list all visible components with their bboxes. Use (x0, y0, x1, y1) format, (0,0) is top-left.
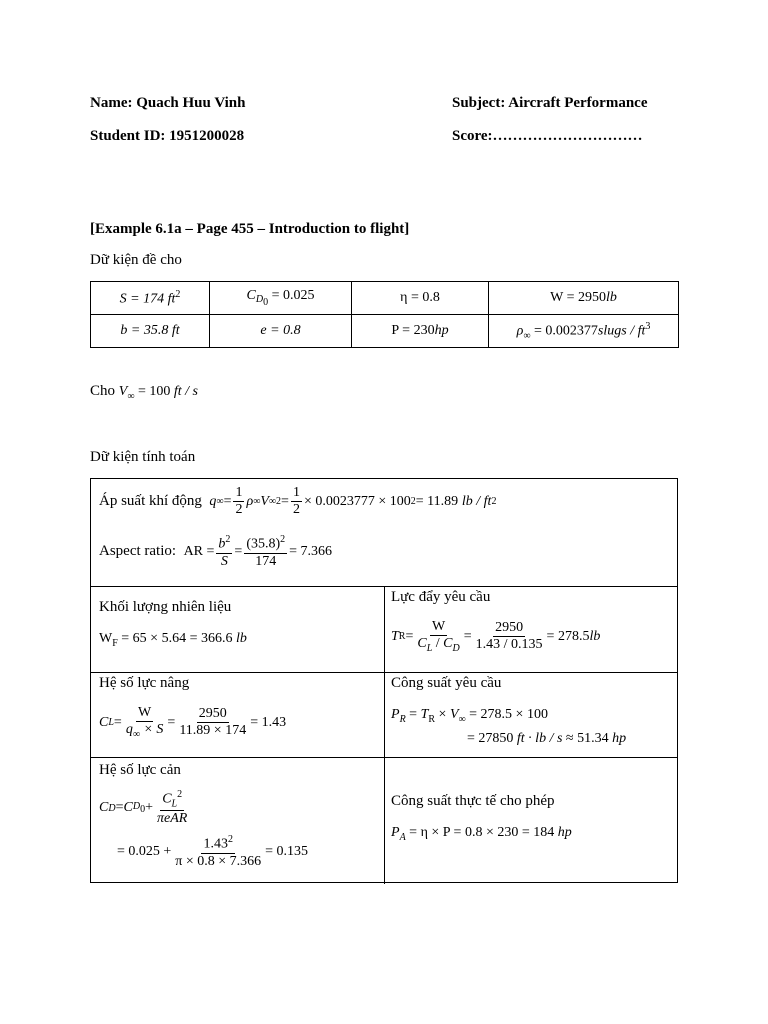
drag-coefficient-eq1: C D = C $D_0$ + $\frac{C_L^2}{\text{πeAR}}$ (99, 789, 188, 826)
calc-label: Dữ kiện tính toán (90, 449, 196, 465)
power-available-eq: $P_A = \eta \times P = 0.8 \times 230 = 184$ hp (391, 825, 572, 844)
cell-cd0: $C_{D_0} = 0.025$ (210, 282, 352, 315)
fuel-weight-label: Khối lượng nhiên liệu (99, 599, 232, 615)
drag-coefficient-eq2: = 0.025 + $\frac{1.43^2}{\pi \times 0.8 \times 7.366}$ = 0.135 (117, 834, 309, 869)
lift-coefficient-eq: C L = $\frac{W}{q_\infty \times S}$ = $\frac{2950}{11.89 \times 174}$ = 1.43 (99, 705, 287, 740)
power-available-label: Công suất thực tế cho phép (391, 793, 555, 809)
given-velocity: Cho $V_\infty = 100$ ft / s (90, 383, 198, 402)
subject: Subject: Aircraft Performance (452, 95, 648, 111)
thrust-required-label: Lực đẩy yêu cầu (391, 589, 491, 605)
cell-eta: η = 0.8 (352, 282, 489, 315)
power-required-eq2: = 27850 ft · lb / s ≈ 51.34 hp (467, 731, 627, 746)
power-required-label: Công suất yêu cầu (391, 675, 502, 691)
cell-weight: W = 2950lb (489, 282, 679, 315)
given-data-table (90, 281, 679, 348)
cell-power: P = 230hp (352, 315, 489, 348)
cell-oswald: e = 0.8 (210, 315, 352, 348)
given-label: Dữ kiện đề cho (90, 252, 182, 268)
power-required-eq1: $P_R = T_R \times V_\infty = 278.5 \times 100$ (391, 707, 548, 726)
dynamic-pressure-line: Áp suất khí động q ∞ = $\frac{1}{2}$ ρ ∞ V ∞ 2 = $\frac{1}{2}$ × 0.0023777 × 100 2 = 11.89 lb / ft 2 (99, 485, 497, 518)
cell-span: b = 35.8 ft (91, 315, 210, 348)
student-name: Name: Quach Huu Vinh (90, 95, 246, 111)
calculation-box (90, 478, 678, 883)
cell-wing-area: S = 174 $ft^2$ (91, 282, 210, 315)
drag-coefficient-label: Hệ số lực cản (99, 762, 181, 778)
aspect-ratio-line: Aspect ratio: AR = $\frac{b^2}{S}$ = $\frac{(35.8)^2}{174}$ = 7.366 (99, 534, 333, 569)
student-id: Student ID: 1951200028 (90, 128, 245, 144)
score: Score:………………………… (452, 128, 643, 144)
cell-density: $\rho_\infty$ = 0.002377slugs / $ft^3$ (489, 315, 679, 348)
fuel-weight-eq: $W_F = 65 \times 5.64 = 366.6$ lb (99, 631, 247, 650)
lift-coefficient-label: Hệ số lực nâng (99, 675, 190, 691)
example-title: [Example 6.1a – Page 455 – Introduction to flight] (90, 221, 410, 237)
thrust-required-eq: T R = $\frac{W}{C_L / C_D}$ = $\frac{2950}{1.43 / 0.135}$ = 278.5 lb (391, 619, 601, 654)
divider (384, 586, 385, 884)
